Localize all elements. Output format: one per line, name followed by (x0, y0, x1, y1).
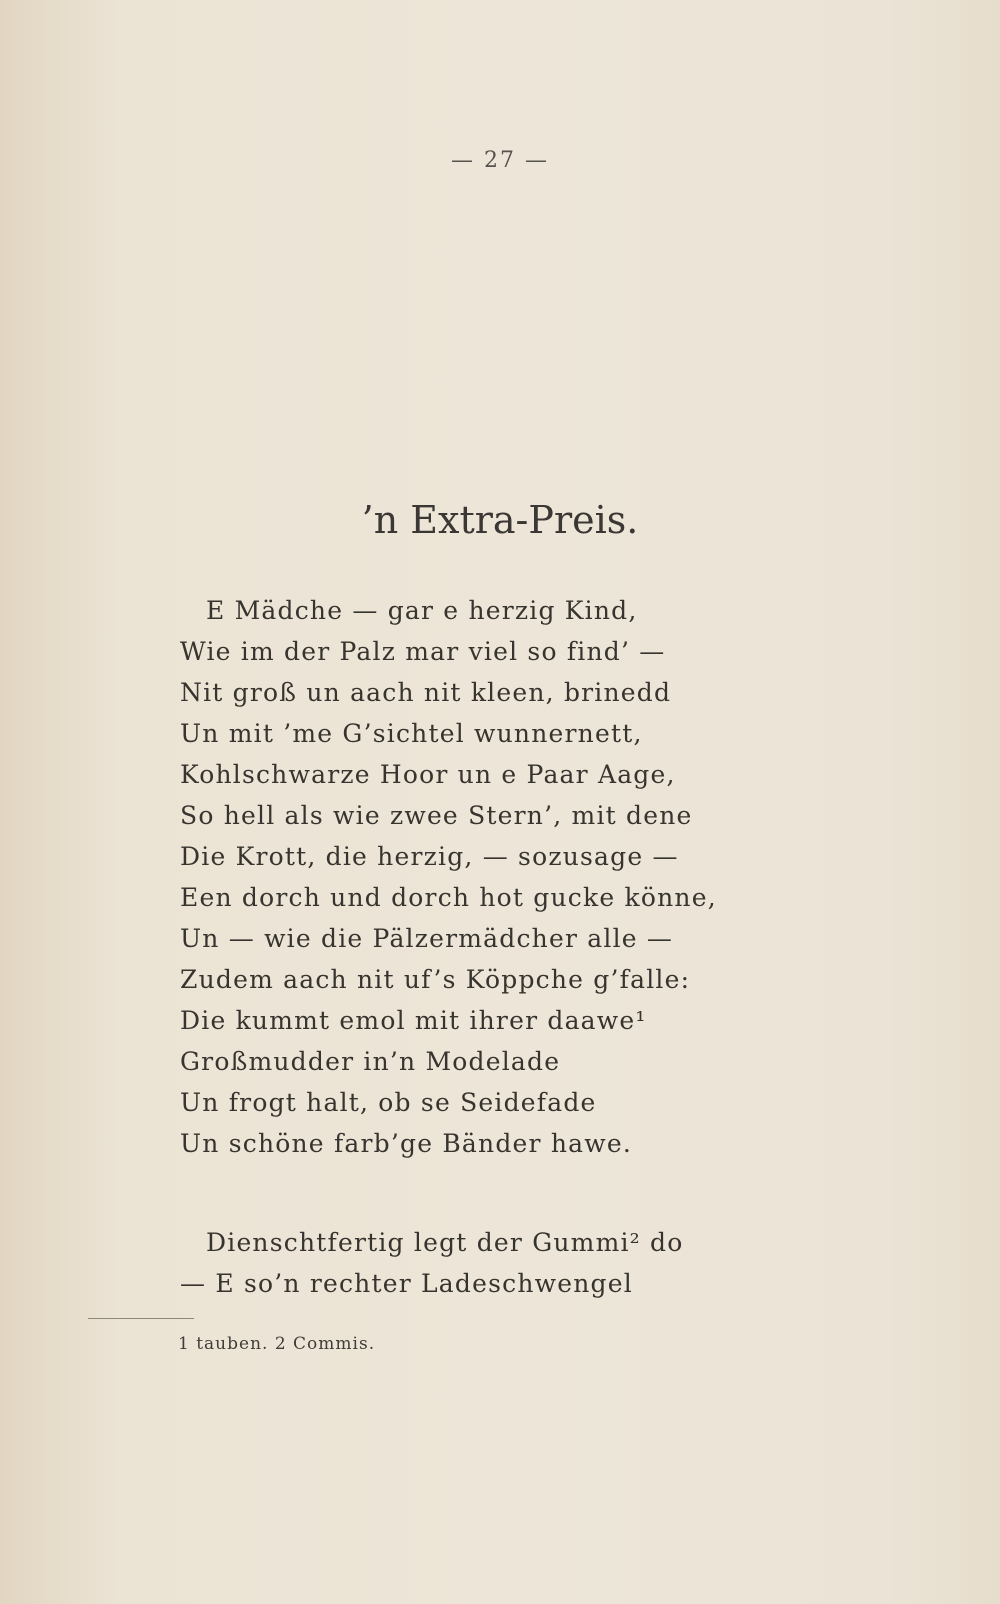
footnotes: 1 tauben. 2 Commis. (178, 1334, 376, 1354)
verse-line: So hell als wie zwee Stern’, mit dene (180, 801, 693, 830)
verse-line: Un — wie die Pälzermädcher alle — (180, 924, 674, 953)
verse-line: Großmudder in’n Modelade (180, 1047, 561, 1076)
verse-line: Un schöne farb’ge Bänder hawe. (180, 1129, 632, 1158)
verse-line: Die kummt emol mit ihrer daawe¹ (180, 1006, 647, 1035)
verse-line: Een dorch und dorch hot gucke könne, (180, 883, 717, 912)
verse-line: Un frogt halt, ob se Seidefade (180, 1088, 597, 1117)
verse-line: Dienschtfertig legt der Gummi² do (206, 1228, 684, 1257)
verse-line: Wie im der Palz mar viel so find’ — (180, 637, 666, 666)
page-number: — 27 — (451, 148, 549, 173)
poem-title: ’n Extra-Preis. (361, 498, 639, 542)
verse-line: Die Krott, die herzig, — sozusage — (180, 842, 679, 871)
verse-line: Kohlschwarze Hoor un e Paar Aage, (180, 760, 676, 789)
stanza-2 (180, 1222, 740, 1304)
verse-line: Zudem aach nit uf’s Köppche g’falle: (180, 965, 691, 994)
verse-line: Nit groß un aach nit kleen, brinedd (180, 678, 672, 707)
verse-line: Un mit ’me G’sichtel wunnernett, (180, 719, 643, 748)
verse-line: E Mädche — gar e herzig Kind, (206, 596, 638, 625)
verse-line: — E so’n rechter Ladeschwengel (180, 1269, 633, 1298)
footnote-divider (88, 1318, 194, 1319)
stanza-1 (180, 590, 740, 1164)
